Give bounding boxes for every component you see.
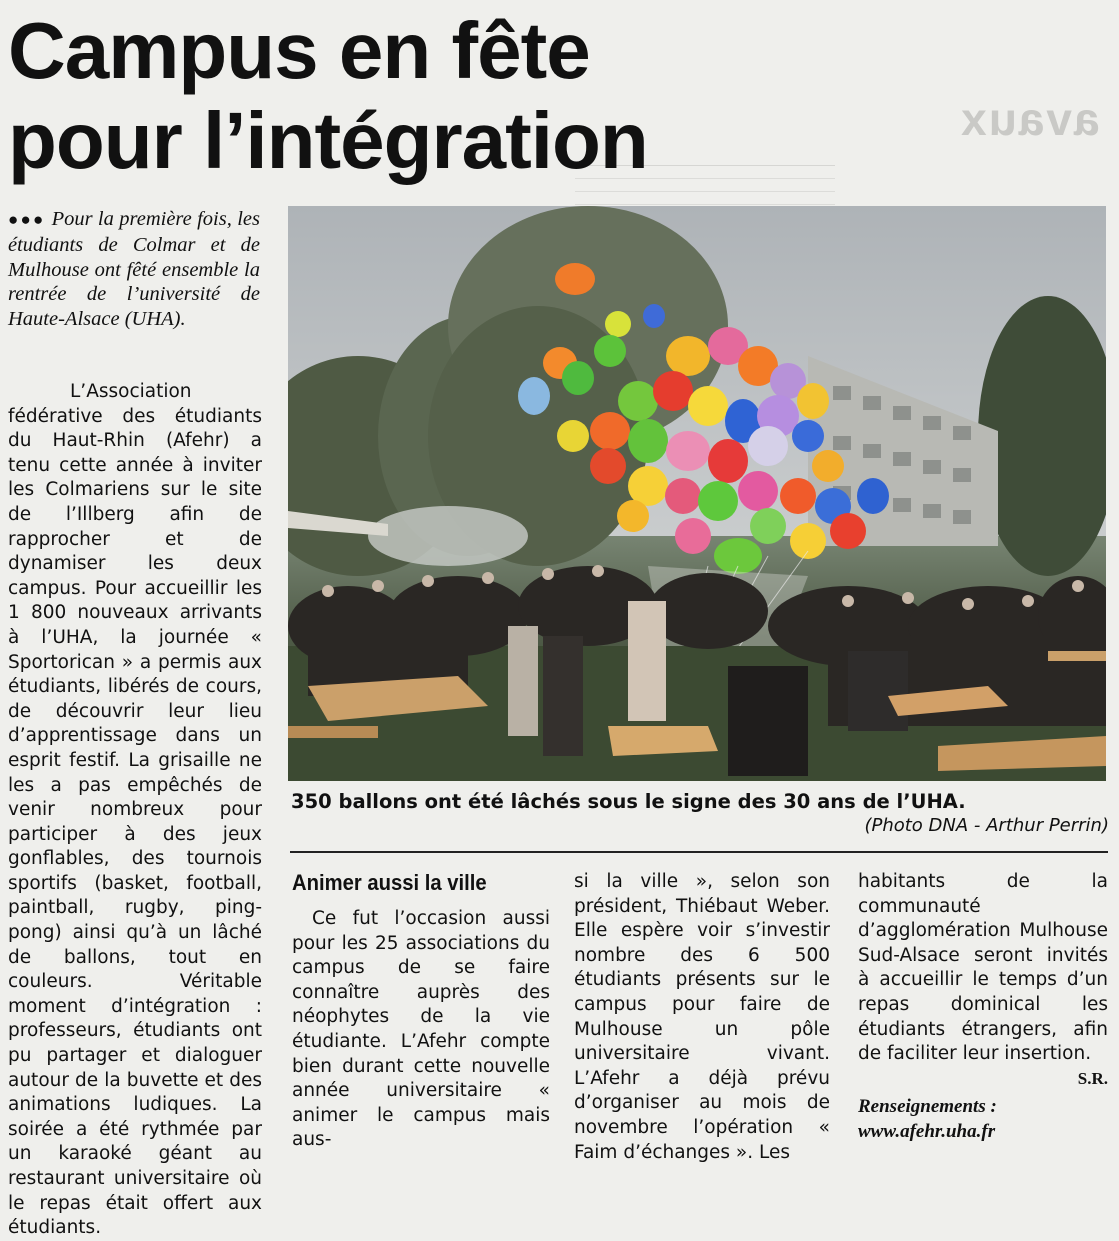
photo-caption: 350 ballons ont été lâchés sous le signe des 30 ans de l’UHA. bbox=[291, 790, 966, 813]
body-paragraph: si la ville », selon son président, Thiébaut Weber. Elle espère voir s’investir nombre des 6 500 étudiants présents sur le campus pour faire de Mulhouse un pôle universitaire vivant. L’Afehr a déjà prévu d’organiser au mois de novembre l’opération « Faim d’échanges ». Les bbox=[574, 871, 830, 1163]
body-column-4 bbox=[858, 870, 1108, 1145]
headline-line-2: pour l’intégration bbox=[8, 96, 648, 185]
photo-balloons-crowd bbox=[288, 206, 1106, 781]
body-column-3 bbox=[574, 870, 830, 1165]
info-url: www.afehr.uha.fr bbox=[858, 1120, 996, 1142]
body-paragraph: Ce fut l’occasion aussi pour les 25 associations du campus de se faire connaître auprès des néophytes de la vie étudiante. L’Afehr compte bien durant cette nouvelle année universitaire « animer le campus mais aus- bbox=[292, 908, 550, 1151]
author-signature: S.R. bbox=[1077, 1068, 1108, 1088]
article-headline bbox=[8, 6, 648, 186]
bleed-through-heading: avaux bbox=[958, 93, 1099, 145]
headline-line-1: Campus en fête bbox=[8, 6, 590, 95]
signature-row bbox=[858, 1067, 1108, 1092]
body-paragraph: L’Association fédérative des étudiants du Haut-Rhin (Afehr) a tenu cette année à inviter les Colmariens sur le site de l’Illberg afin de rapprocher et de dynamiser les deux campus. Pour accueillir les 1 800 nouveaux arrivants à l’UHA, la journée « Sportorican » a permis aux étudiants, libérés de cours, de découvrir leur lieu d’apprentissage dans un esprit festif. La grisaille ne les a pas empêchés de venir nombreux pour participer à des jeux gonflables, des tournois sportifs (basket, football, paintball, rugby, ping-pong) ainsi qu’à un lâché de ballons, tout en couleurs. Véritable moment d’intégration : professeurs, étudiants ont pu partager et dialoguer autour de la buvette et des animations ludiques. La soirée a été rythmée par un karaoké géant au restaurant universitaire où le repas était offert aux étudiants. bbox=[8, 381, 262, 1239]
body-column-2 bbox=[292, 907, 550, 1153]
body-paragraph: habitants de la communauté d’agglomération Mulhouse Sud-Alsace seront invités à accueillir le temps d’un repas dominical les étudiants étrangers, afin de faciliter leur insertion. bbox=[858, 871, 1108, 1065]
sub-headline: Animer aussi la ville bbox=[292, 870, 487, 895]
article-lede bbox=[8, 207, 260, 332]
body-column-left bbox=[8, 380, 262, 1241]
article-photo bbox=[288, 206, 1106, 781]
lede-bullets: ●●● bbox=[8, 210, 46, 229]
lede-text: Pour la première fois, les étudiants de Colmar et de Mulhouse ont fêté ensemble la rentrée de l’université de Haute-Alsace (UHA). bbox=[8, 208, 260, 331]
section-divider bbox=[290, 851, 1108, 853]
info-label: Renseignements : bbox=[858, 1096, 997, 1118]
photo-credit: (Photo DNA - Arthur Perrin) bbox=[864, 815, 1109, 836]
